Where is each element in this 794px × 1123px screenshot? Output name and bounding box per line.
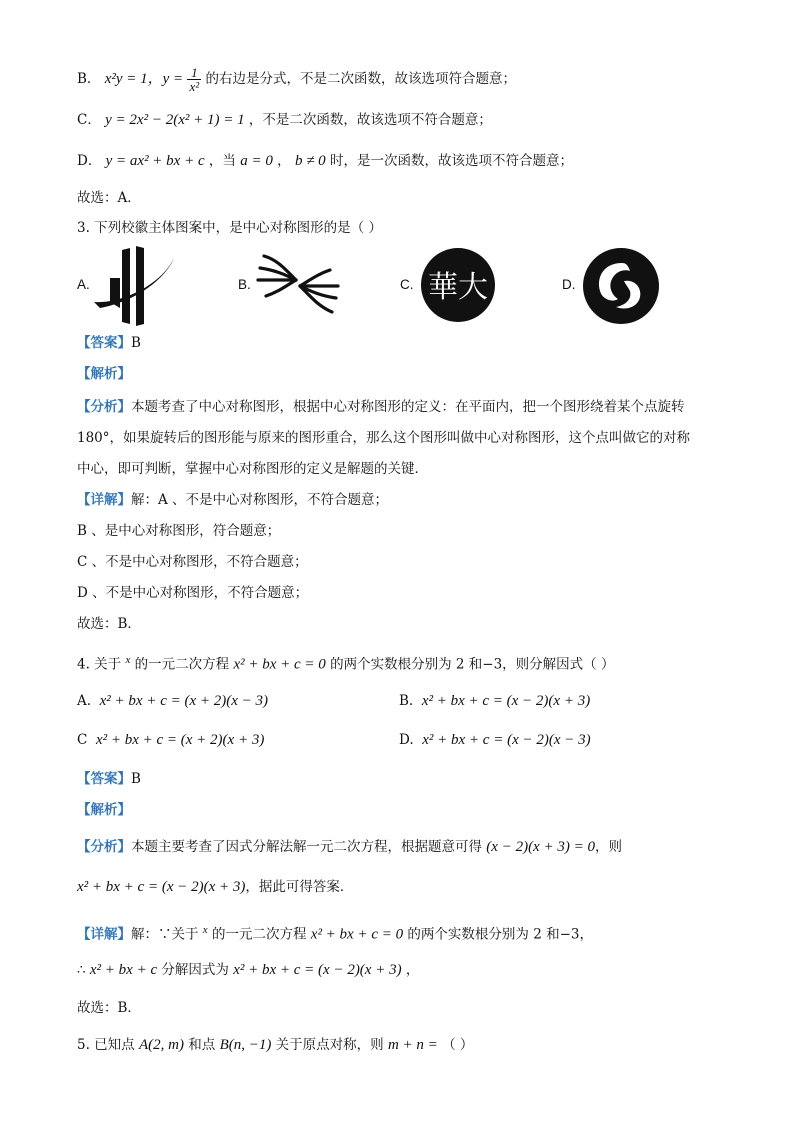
q3-analysis-tag: 【解析】 (77, 366, 131, 382)
paragraph-text: 解：∵关于 (131, 926, 199, 943)
q3-xiangjie-line4: D 、不是中心对称图形，不符合题意； (77, 585, 309, 601)
q3-xiangjie-line2: B 、是中心对称图形，符合题意； (77, 523, 281, 539)
q4-option-a (77, 691, 268, 711)
q2-option-b-line (77, 66, 516, 93)
math-expression: x² + bx + c = 0 (233, 656, 326, 673)
q4-analysis-tag: 【解析】 (77, 802, 131, 818)
paragraph-text: 本题考查了中心对称图形，根据中心对称图形的定义：在平面内，把一个图形绕着某个点旋转 (131, 399, 685, 415)
math-expression: B(n, −1) (219, 1037, 272, 1053)
option-text: ， (277, 153, 291, 169)
stem-text: 和点 (188, 1037, 216, 1053)
math-variable: x (125, 654, 131, 666)
q3-choice: 故选：B． (77, 616, 141, 632)
option-text: 时，是一次函数，故该选项不符合题意； (329, 153, 573, 169)
math-expression: x² + bx + c = (x − 2)(x + 3) (421, 693, 591, 709)
q3-stem: 3. 下列校徽主体图案中，是中心对称图形的是（ ） (77, 220, 382, 236)
q3-option-a-label: A. (77, 277, 90, 292)
paragraph-text: ∴ (77, 962, 86, 978)
paragraph-text: 本题主要考查了因式分解法解一元二次方程，根据题意可得 (131, 839, 482, 855)
logo-c-icon (420, 247, 496, 323)
q4-xiangjie-line1 (77, 920, 593, 945)
q4-answer (77, 769, 141, 789)
q3-xiangjie-line1 (77, 490, 388, 510)
math-variable: x (202, 924, 208, 936)
paragraph-text: ，据此可得答案． (245, 879, 354, 895)
math-expression: x² + bx + c = 0 (310, 926, 404, 943)
q2-choice: 故选：A． (77, 190, 141, 206)
stem-text: 5. 已知点 (77, 1037, 135, 1053)
q3-option-d-label: D. (562, 277, 576, 292)
math-expression: x² + bx + c = (x + 2)(x + 3) (95, 732, 265, 748)
logo-a-icon (92, 244, 176, 326)
option-label: D． (77, 153, 102, 169)
math-expression: x²y = 1，y = (104, 71, 184, 87)
logo-c-text: 華大 (428, 270, 488, 305)
answer-tag: 【答案】 (77, 771, 131, 787)
xiangjie-tag: 【详解】 (77, 492, 131, 508)
q4-option-b (399, 691, 590, 711)
q4-xiangjie-line2 (77, 960, 419, 980)
q4-option-c (77, 730, 264, 750)
paragraph-text: 的一元二次方程 (211, 926, 307, 943)
paragraph-text: 解：A 、不是中心对称图形，不符合题意； (131, 492, 389, 508)
stem-text: 的一元二次方程 (134, 656, 230, 673)
math-expression: b ≠ 0 (294, 153, 326, 169)
math-expression: y = ax² + bx + c (105, 153, 205, 169)
answer-tag: 【答案】 (77, 335, 131, 351)
paragraph-text: ， (405, 962, 420, 978)
q4-fenxi-line1 (77, 837, 622, 857)
q4-option-d (399, 730, 591, 750)
math-expression: m + n = (387, 1037, 438, 1053)
q3-answer (77, 333, 141, 353)
q3-fenxi-line3: 中心，即可判断，掌握中心对称图形的定义是解题的关键． (77, 461, 428, 477)
fraction-numerator: 1 (187, 66, 201, 80)
q3-option-c-label: C. (400, 277, 414, 292)
math-expression: (x − 2)(x + 3) = 0 (486, 839, 595, 855)
fraction (187, 66, 201, 93)
stem-text: 4. 关于 (77, 656, 122, 673)
math-expression: a = 0 (240, 153, 273, 169)
option-label: A. (77, 693, 92, 709)
q2-option-c-line (77, 110, 492, 130)
q3-fenxi-line2: 180°，如果旋转后的图形能与原来的图形重合，那么这个图形叫做中心对称图形，这个点叫做它的对称 (77, 430, 691, 446)
math-expression: x² + bx + c = (x − 2)(x + 3) (233, 962, 402, 978)
q5-stem (77, 1035, 473, 1055)
logo-b-icon (256, 250, 340, 318)
q3-option-b-label: B. (238, 277, 251, 292)
fraction-denominator: x² (189, 79, 200, 94)
math-expression: x² + bx + c = (x − 2)(x + 3) (77, 879, 246, 895)
paragraph-text: 分解因式为 (161, 962, 229, 978)
paragraph-text: ，则 (594, 839, 622, 855)
answer-value: B (131, 771, 141, 787)
fenxi-tag: 【分析】 (77, 399, 131, 415)
paragraph-text: 的两个实数根分别为 2 和−3， (407, 926, 593, 943)
q4-stem (77, 650, 614, 675)
q2-option-d-line (77, 151, 573, 171)
option-label: D. (399, 732, 414, 748)
option-label: B. (399, 693, 414, 709)
stem-text: （ ） (442, 1037, 474, 1053)
answer-value: B (131, 335, 141, 351)
math-expression: y = 2x² − 2(x² + 1) = 1 (105, 112, 245, 128)
option-label: C (77, 732, 88, 748)
q3-fenxi-line1 (77, 397, 685, 417)
math-expression: x² + bx + c (89, 962, 158, 978)
stem-text: 的两个实数根分别为 2 和−3，则分解因式（ ） (330, 656, 615, 673)
math-expression: x² + bx + c = (x + 2)(x − 3) (99, 693, 269, 709)
option-text: 的右边是分式，不是二次函数，故该选项符合题意； (205, 71, 516, 87)
q3-xiangjie-line3: C 、不是中心对称图形，不符合题意； (77, 554, 308, 570)
stem-text: 关于原点对称，则 (275, 1037, 384, 1053)
option-text: ，不是二次函数，故该选项不符合题意； (248, 112, 492, 128)
option-label: C． (77, 112, 101, 128)
math-expression: x² + bx + c = (x − 2)(x − 3) (422, 732, 591, 748)
q4-fenxi-line2 (77, 877, 353, 897)
math-expression: A(2, m) (138, 1037, 184, 1053)
logo-d-icon (582, 247, 660, 325)
q4-choice: 故选：B． (77, 1000, 141, 1016)
option-text: ，当 (208, 153, 236, 169)
fenxi-tag: 【分析】 (77, 839, 131, 855)
option-label: B． (77, 71, 101, 87)
xiangjie-tag: 【详解】 (77, 926, 131, 943)
